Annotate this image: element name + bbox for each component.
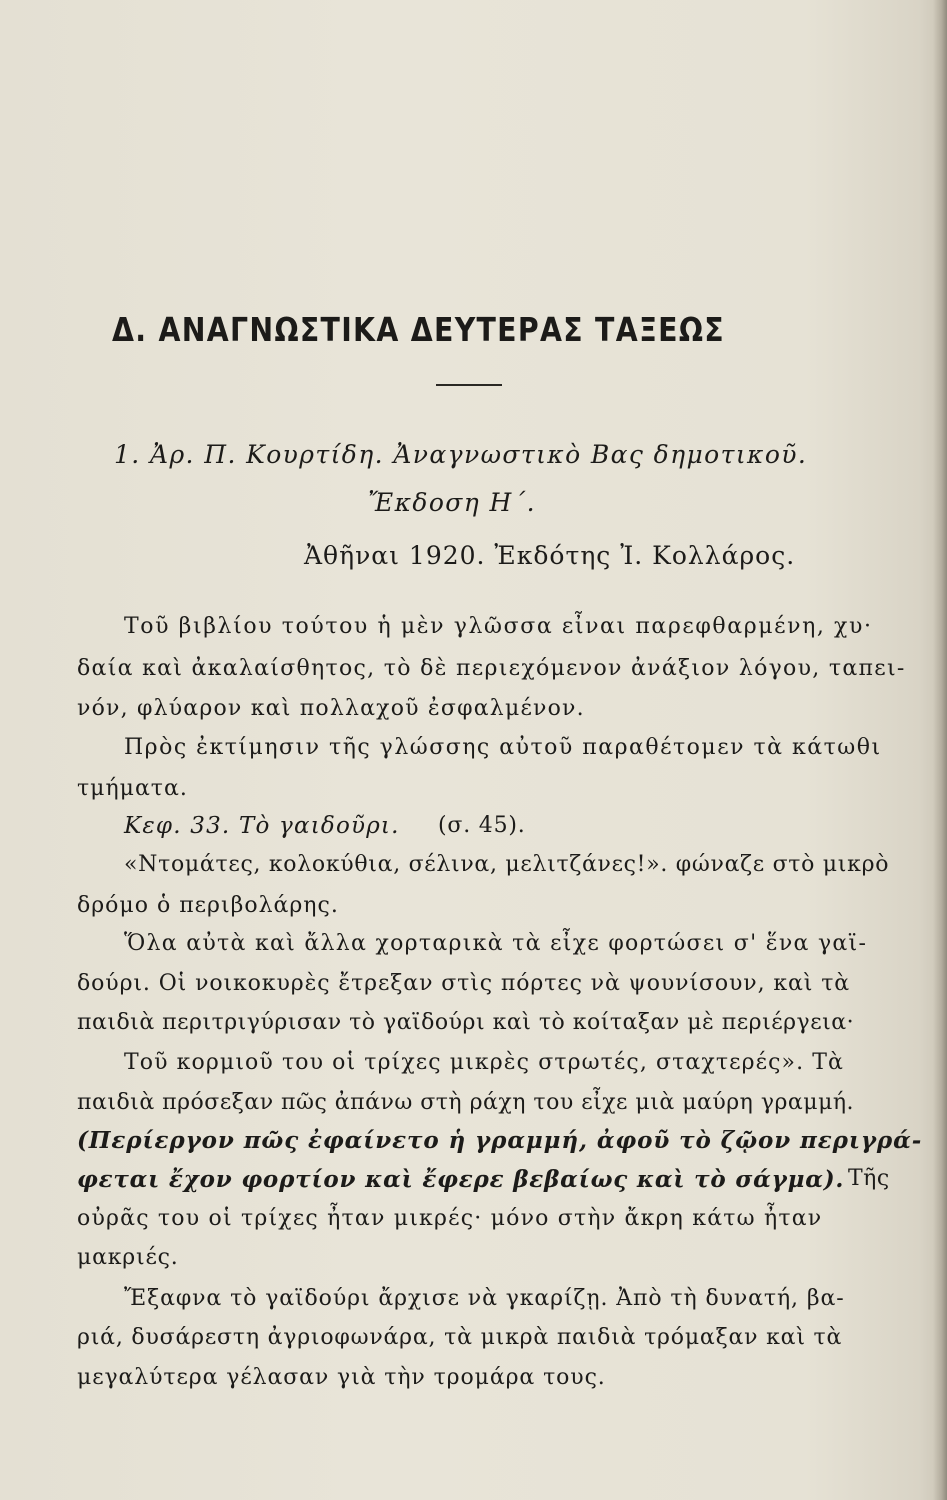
body-line-18: Ἔξαφνα τὸ γαϊδούρι ἄρχισε νὰ γκαρίζῃ. Ἀπὸ τὴ δυνατή, βα- — [124, 1286, 845, 1311]
chapter-reference: Κεφ. 33. Τὸ γαιδοῦρι. — [124, 813, 400, 839]
page-edge-shadow — [933, 0, 947, 1500]
chapter-page-reference: (σ. 45). — [438, 813, 526, 838]
bracketed-comment-line-1: (Περίεργον πῶς ἐφαίνετο ἡ γραμμή, ἀφοῦ τὸ ζῷον περιγρά- — [77, 1127, 923, 1154]
body-line-2: δαία καὶ ἀκαλαίσθητος, τὸ δὲ περιεχόμενον ἀνάξιον λόγου, ταπει- — [77, 656, 906, 681]
body-line-9: Ὅλα αὐτὰ καὶ ἄλλα χορταρικὰ τὰ εἶχε φορτώσει σ' ἕνα γαϊ- — [124, 931, 868, 956]
body-line-8: δρόμο ὁ περιβολάρης. — [77, 893, 339, 918]
body-line-15-end: Τῆς — [848, 1166, 890, 1191]
body-line-19: ριά, δυσάρεστη ἀγριοφωνάρα, τὰ μικρὰ παιδιὰ τρόμαξαν καὶ τὰ — [77, 1325, 843, 1350]
bracketed-comment-line-2: φεται ἔχον φορτίον καὶ ἔφερε βεβαίως καὶ τὸ σάγμα). — [77, 1166, 845, 1193]
body-line-17: μακριές. — [77, 1245, 179, 1270]
body-line-13: παιδιὰ πρόσεξαν πῶς ἀπάνω στὴ ράχη του εἶχε μιὰ μαύρη γραμμή. — [77, 1090, 855, 1115]
entry-edition-line: Ἔκδοση Η΄. — [368, 488, 536, 517]
body-line-5: τμήματα. — [77, 776, 188, 801]
heading-rule — [436, 384, 502, 386]
body-line-7: «Ντομάτες, κολοκύθια, σέλινα, μελιτζάνες!». φώναζε στὸ μικρὸ — [124, 852, 890, 877]
body-line-1: Τοῦ βιβλίου τούτου ἡ μὲν γλῶσσα εἶναι παρεφθαρμένη, χυ· — [124, 614, 873, 639]
entry-publisher-line: Ἀθῆναι 1920. Ἐκδότης Ἰ. Κολλάρος. — [304, 541, 796, 570]
entry-citation-line: 1. Ἀρ. Π. Κουρτίδη. Ἀναγνωστικὸ Βας δημοτικοῦ. — [114, 440, 808, 469]
body-line-20: μεγαλύτερα γέλασαν γιὰ τὴν τρομάρα τους. — [77, 1365, 606, 1390]
body-line-11: παιδιὰ περιτριγύρισαν τὸ γαϊδούρι καὶ τὸ κοίταξαν μὲ περιέργεια· — [77, 1010, 855, 1035]
body-line-12: Τοῦ κορμιοῦ του οἱ τρίχες μικρὲς στρωτές, σταχτερές». Τὰ — [124, 1050, 845, 1075]
body-line-4: Πρὸς ἐκτίμησιν τῆς γλώσσης αὐτοῦ παραθέτομεν τὰ κάτωθι — [124, 735, 882, 760]
body-line-10: δούρι. Οἱ νοικοκυρὲς ἔτρεξαν στὶς πόρτες νὰ ψουνίσουν, καὶ τὰ — [77, 971, 851, 996]
section-heading: Δ. ΑΝΑΓΝΩΣΤΙΚΑ ΔΕΥΤΕΡΑΣ ΤΑΞΕΩΣ — [112, 310, 725, 349]
body-line-16: οὐρᾶς του οἱ τρίχες ἦταν μικρές· μόνο στὴν ἄκρη κάτω ἦταν — [77, 1206, 823, 1231]
body-line-3: νόν, φλύαρον καὶ πολλαχοῦ ἐσφαλμένον. — [77, 696, 585, 721]
